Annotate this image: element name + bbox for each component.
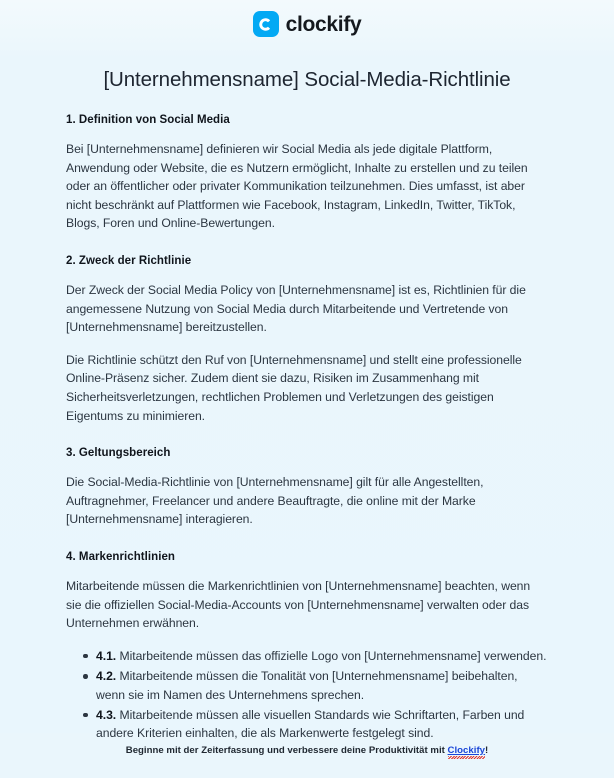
page-footer [0, 745, 614, 778]
brand-rules-list [66, 647, 548, 743]
document-content [0, 37, 614, 745]
list-item [96, 706, 548, 743]
list-item-text: Mitarbeitende müssen alle visuellen Standards wie Schriftarten, Farben und andere Kriterien einhalten, die als Markenwerte festgelegt sind. [96, 707, 525, 741]
section-paragraph-1-1: Bei [Unternehmensname] definieren wir Social Media als jede digitale Plattform, Anwendung oder Website, die es Nutzern ermöglicht, Inhalte zu erstellen und zu teilen oder an öffentlicher oder privater Kommunikation teilzunehmen. Dies umfasst, ist aber nicht beschränkt auf Plattformen wie Facebook, Instagram, LinkedIn, Twitter, TikTok, Blogs, Foren und Online-Bewertungen. [66, 142, 528, 231]
list-item [96, 667, 548, 704]
section-heading-4: 4. Markenrichtlinien [66, 550, 176, 563]
clockify-footer-link[interactable]: Clockify [447, 744, 486, 756]
list-item [96, 647, 548, 665]
footer-text-before: Beginne mit der Zeiterfassung und verbessere deine Produktivität mit [125, 744, 448, 756]
clockify-clock-icon [253, 11, 279, 37]
brand-name: clockify [285, 12, 362, 36]
brand-header [0, 0, 614, 37]
footer-text-after: ! [485, 744, 489, 756]
section-paragraph-3-1: Die Social-Media-Richtlinie von [Unternehmensname] gilt für alle Angestellten, Auftragnehmer, Freelancer und andere Beauftragte, die online mit der Marke [Unternehmensname] interagieren. [66, 475, 484, 527]
clockify-logo[interactable] [253, 11, 362, 37]
section-paragraph-4-1: Mitarbeitende müssen die Markenrichtlinien von [Unternehmensname] beachten, wenn sie die offiziellen Social-Media-Accounts von [Unternehmensname] verwalten oder das Unternehmen erwähnen. [66, 578, 531, 631]
section-heading-1: 1. Definition von Social Media [66, 114, 230, 126]
section-heading-2: 2. Zweck der Richtlinie [66, 254, 192, 267]
page-title: [Unternehmensname] Social-Media-Richtlinie [103, 68, 511, 91]
list-item-number: 4.1. [96, 648, 117, 663]
list-item-number: 4.2. [96, 669, 117, 684]
list-item-text: Mitarbeitende müssen die Tonalität von [Unternehmensname] beibehalten, wenn sie im Namen des Unternehmens sprechen. [96, 669, 518, 702]
section-heading-3: 3. Geltungsbereich [66, 447, 171, 460]
section-paragraph-2-2: Die Richtlinie schützt den Ruf von [Unternehmensname] und stellt eine professionelle Online-Präsenz sicher. Zudem dient sie dazu, Risiken im Zusammenhang mit Sicherheitsverletzungen, rechtlichen Problemen und Verletzungen des geistigen Eigentums zu minimieren. [66, 352, 522, 423]
list-item-number: 4.3. [96, 707, 117, 722]
list-item-text: Mitarbeitende müssen das offizielle Logo von [Unternehmensname] verwenden. [116, 648, 547, 663]
section-paragraph-2-1: Der Zweck der Social Media Policy von [Unternehmensname] ist es, Richtlinien für die angemessene Nutzung von Social Media durch Mitarbeitende und Vertretende von [Unternehmensname] bereitzustellen. [66, 282, 526, 335]
